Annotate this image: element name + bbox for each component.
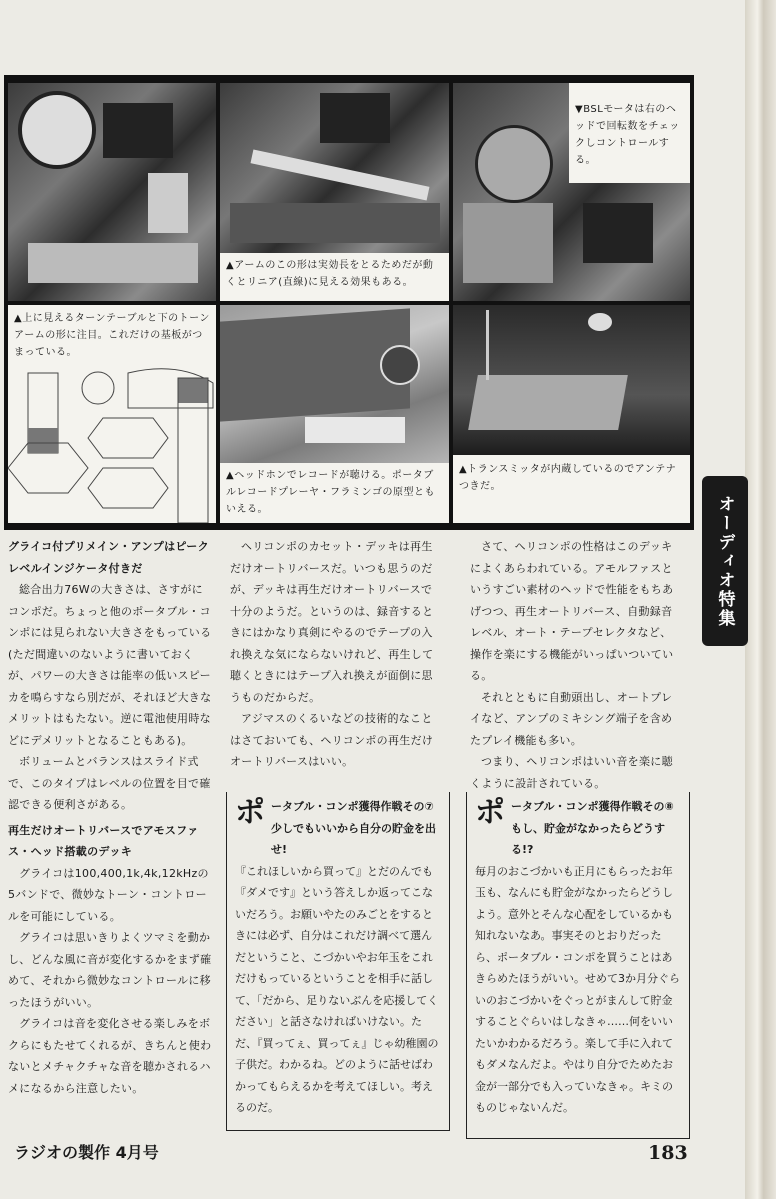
box-initial: ポ [235, 795, 265, 830]
paragraph: ヘリコンポのカセット・デッキは再生だけオートリバースだ。いつも思うのだが、デッキは再生だけオートリバースで十分のようだ。というのは、録音するときにはかなり真剣にやるのでテープの入れ換えな気にならないけれど、再生して聴くときにはテープ入れ換えが面倒に思うものだからだ。 [230, 540, 434, 704]
box-initial: ポ [475, 795, 505, 830]
caption-turntable-panel [8, 305, 216, 523]
caption-headphone-text: ▲ヘッドホンでレコードが聴ける。ポータブルレコードプレーヤ・フラミンゴの原型ともいえる。 [226, 470, 436, 515]
photo-transmitter [453, 305, 690, 455]
layout-diagram [8, 363, 216, 523]
text-column-2 [230, 536, 442, 773]
photo-tonearm [220, 83, 449, 253]
photo-internal-board [8, 83, 216, 301]
text-column-1 [8, 536, 213, 1099]
box-heading-text: ータブル・コンポ獲得作戦その⑦ 少しでもいいから自分の貯金を出せ! [271, 800, 445, 856]
caption-bsl [569, 83, 690, 183]
photo-grid [4, 75, 694, 530]
magazine-name: ラジオの製作 4月号 [14, 1143, 159, 1162]
heading-amp: グライコ付プリメイン・アンプはピークレベルインジケータ付きだ [8, 540, 209, 575]
box-body: 『これほしいから買って』とだのんでも『ダメです』という答えしか返ってこないだろう。お願いやたのみごとをするときには必ず、自分はこれだけ調べて選んだということ、こづかいやお年玉をこれだけもっているということを相手に話して、「だから、足りないぶんを応援してください」と話さなければいけない。ただ、『買ってぇ、買ってぇ』じゃ幼稚園の子供だ。わかるね。どのように話せばわかってもらえるかを考えてほしい。考えるのだ。 [235, 864, 439, 1114]
paragraph: それとともに自動頭出し、オートプレイなど、アンプのミキシング端子を含めたプレイ機能も多い。 [470, 690, 673, 747]
box-heading [475, 796, 683, 861]
section-tab: オーディオ特集 [702, 476, 748, 646]
paragraph: グライコは100,400,1k,4k,12kHzの5バンドで、微妙なトーン・コントロールを可能にしている。 [8, 866, 209, 923]
sidebar-box-8 [466, 792, 690, 1139]
paragraph: グライコは思いきりよくツマミを動かし、どんな風に音が変化するかをまず確めて、それから微妙なコントロールに移ったほうがいい。 [8, 931, 212, 1009]
caption-arm [220, 253, 449, 301]
paragraph: グライコは音を変化させる楽しみをボクらにもたせてくれるが、きちんと使わないとメチャクチャな音を聴かされるハメになるから注意したい。 [8, 1017, 212, 1095]
sidebar-box-7 [226, 792, 450, 1131]
paragraph: 総合出力76Wの大きさは、さすがにコンポだ。ちょっと他のポータブル・コンポには見られない大きさをもっている(ただ間違いのないように書いておくが、パワーの大きさは能率の低いスピーカを鳴らすなら別だが、それほど大きなメリットはもたない。逆に電池使用時などにデメリットとなることもある)。 [8, 583, 212, 747]
caption-turntable-text: ▲上に見えるターンテーブルと下のトーンアームの形に注目。これだけの基板がつまっている。 [14, 313, 210, 358]
box-heading-text: ータブル・コンポ獲得作戦その⑧ もし、貯金がなかったらどうする!? [511, 800, 685, 856]
paragraph: つまり、ヘリコンポはいい音を楽に聴くように設計されている。 [470, 755, 673, 790]
text-column-3 [470, 536, 682, 794]
page-number: 183 [648, 1142, 688, 1164]
heading-deck: 再生だけオートリバースでアモスファス・ヘッド搭載のデッキ [8, 823, 199, 858]
paragraph: ボリュームとバランスはスライド式で、このタイプはレベルの位置を目で確認できる便利さがある。 [8, 755, 211, 811]
caption-arm-text: ▲アームのこの形は実効長をとるためだが動くとリニア(直線)に見える効果もある。 [226, 260, 434, 288]
caption-bsl-text: ▼BSLモータは右のヘッドで回転数をチェックしコントロールする。 [575, 104, 680, 166]
paragraph: さて、ヘリコンポの性格はこのデッキによくあらわれている。アモルファスというすごい素材のヘッドで性能をもちあげつつ、再生オートリバース、自動録音レベル、オート・テープセレクタなど、操作を楽にする機能がいっぱいついている。 [470, 540, 674, 682]
box-heading [235, 796, 443, 861]
photo-headphone-panel [220, 305, 449, 463]
page-edge [745, 0, 776, 1199]
paragraph: アジマスのくるいなどの技術的なことはさておいても、ヘリコンポの再生だけオートリバースはいい。 [230, 712, 434, 768]
caption-transmitter-text: ▲トランスミッタが内蔵しているのでアンテナつきだ。 [459, 464, 677, 492]
caption-headphone [220, 463, 449, 523]
caption-transmitter [453, 455, 690, 523]
box-body: 毎月のおこづかいも正月にもらったお年玉も、なんにも貯金がなかったらどうしよう。意外とそんな心配をしているかも知れないなあ。事実そのとおりだったら、ポータブル・コンポを買うことはあきらめたほうがいい。せめて3か月分ぐらいのおこづかいをぐっとがまんして貯金することぐらいはしなきゃ……何をいいたいかわかるだろう。楽して手に入れてもダメなんだよ。やはり自分でためたお金が一部分でも入っていなきゃ。キミのものじゃないんだ。 [475, 864, 680, 1114]
